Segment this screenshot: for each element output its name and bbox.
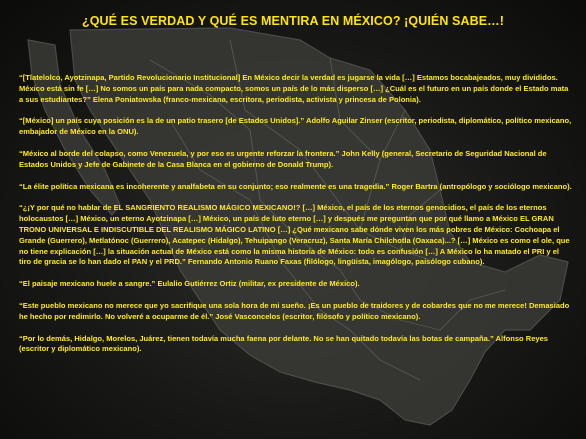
quote-author: Fernando Antonio Ruano Faxas (filólogo, lingüista, imagólogo, paisólogo cubano). bbox=[187, 257, 485, 267]
quote-item bbox=[19, 334, 573, 356]
quote-item bbox=[19, 182, 573, 193]
quote-author: Adolfo Aguilar Zinser (escritor, periodista, diplomático, político mexicano, embajador de México en la ONU). bbox=[19, 116, 572, 137]
quote-item bbox=[19, 279, 573, 290]
quote-author: Elena Poniatowska (franco-mexicana, escritora, periodista, activista y princesa de Polonia). bbox=[92, 94, 421, 104]
quote-author: John Kelly (general, Secretario de Seguridad Nacional de Estados Unidos y Jefe de Gabinete de la Casa Blanca en el gobierno de Donald Trump). bbox=[19, 148, 547, 169]
quotes-list bbox=[19, 73, 573, 366]
quote-text: “La élite política mexicana es incoherente y analfabeta en su conjunto; eso realmente es una tragedia.” bbox=[19, 181, 390, 191]
quote-text: “México al borde del colapso, como Venezuela, y por eso es urgente reforzar la frontera.” bbox=[19, 148, 340, 158]
quote-text: “El paisaje mexicano huele a sangre.” bbox=[19, 279, 156, 289]
quote-text: “Por lo demás, Hidalgo, Morelos, Juárez, tienen todavía mucha faena por delante. No se han quitado todavía las botas de campaña.” bbox=[19, 333, 494, 343]
quote-text: “Este pueblo mexicano no merece que yo sacrifique una sola hora de mi sueño. ¡Es un pueblo de traidores y de cobardes que no me merece! Demasiado he hecho por redimirlo. No volveré a ocuparme de él.” bbox=[19, 300, 570, 321]
quote-item bbox=[19, 203, 573, 268]
quote-item bbox=[19, 73, 573, 105]
quote-author: Eulalio Gutiérrez Ortiz (militar, ex presidente de México). bbox=[157, 279, 360, 289]
quote-item bbox=[19, 116, 573, 138]
quote-text: “[Tlatelolco, Ayotzinapa, Partido Revolucionario Institucional] En México decir la verdad es jugarse la vida […] Estamos bocabajeados, muy divididos. México está sin fe […] No somos un país para nada compacto, somos un país de lo más disperso […] ¿Cuál es el futuro en un país donde el Estado mata a sus estudiantes?” bbox=[19, 73, 569, 104]
quote-text: “[México] un país cuya posición es la de un patio trasero [de Estados Unidos].” bbox=[19, 116, 305, 126]
quote-author: Alfonso Reyes (escritor y diplomático mexicano). bbox=[19, 333, 548, 354]
page-title: ¿QUÉ ES VERDAD Y QUÉ ES MENTIRA EN MÉXICO? ¡QUIÉN SABE…! bbox=[81, 14, 505, 28]
quote-author: José Vasconcelos (escritor, filósofo y político mexicano). bbox=[215, 311, 421, 321]
quote-text: “¿¡Y por qué no hablar de EL SANGRIENTO REALISMO MÁGICO MEXICANO!? […] México, el país de los eternos genocidios, el país de los eternos holocaustos […] México, un eterno Ayotzinapa […] México, un país de luto eterno […] y después me preguntan que por qué llamo a México EL GRAN TRONO UNIVERSAL E INDISCUTIBLE DEL REALISMO MÁGICO LATINO […] ¿Qué mexicano sabe dónde viven los más pobres de México: Cochoapa el Grande (Guerrero), Metlatónoc (Guerrero), Acatepec (Hidalgo), Tehuipango (Veracruz), Santa María Chilchotla (Oaxaca)...? […] México es como el ole, que no tiene explicación […] la situación actual de México está como la misma historia de México: todo es confusión […] A México lo ha matado el PRI y el tiro de gracia se lo han dado el PAN y el PRD.” bbox=[19, 203, 570, 267]
quote-author: Roger Bartra (antropólogo y sociólogo mexicano). bbox=[391, 181, 572, 191]
quote-item bbox=[19, 149, 573, 171]
quote-item bbox=[19, 301, 573, 323]
